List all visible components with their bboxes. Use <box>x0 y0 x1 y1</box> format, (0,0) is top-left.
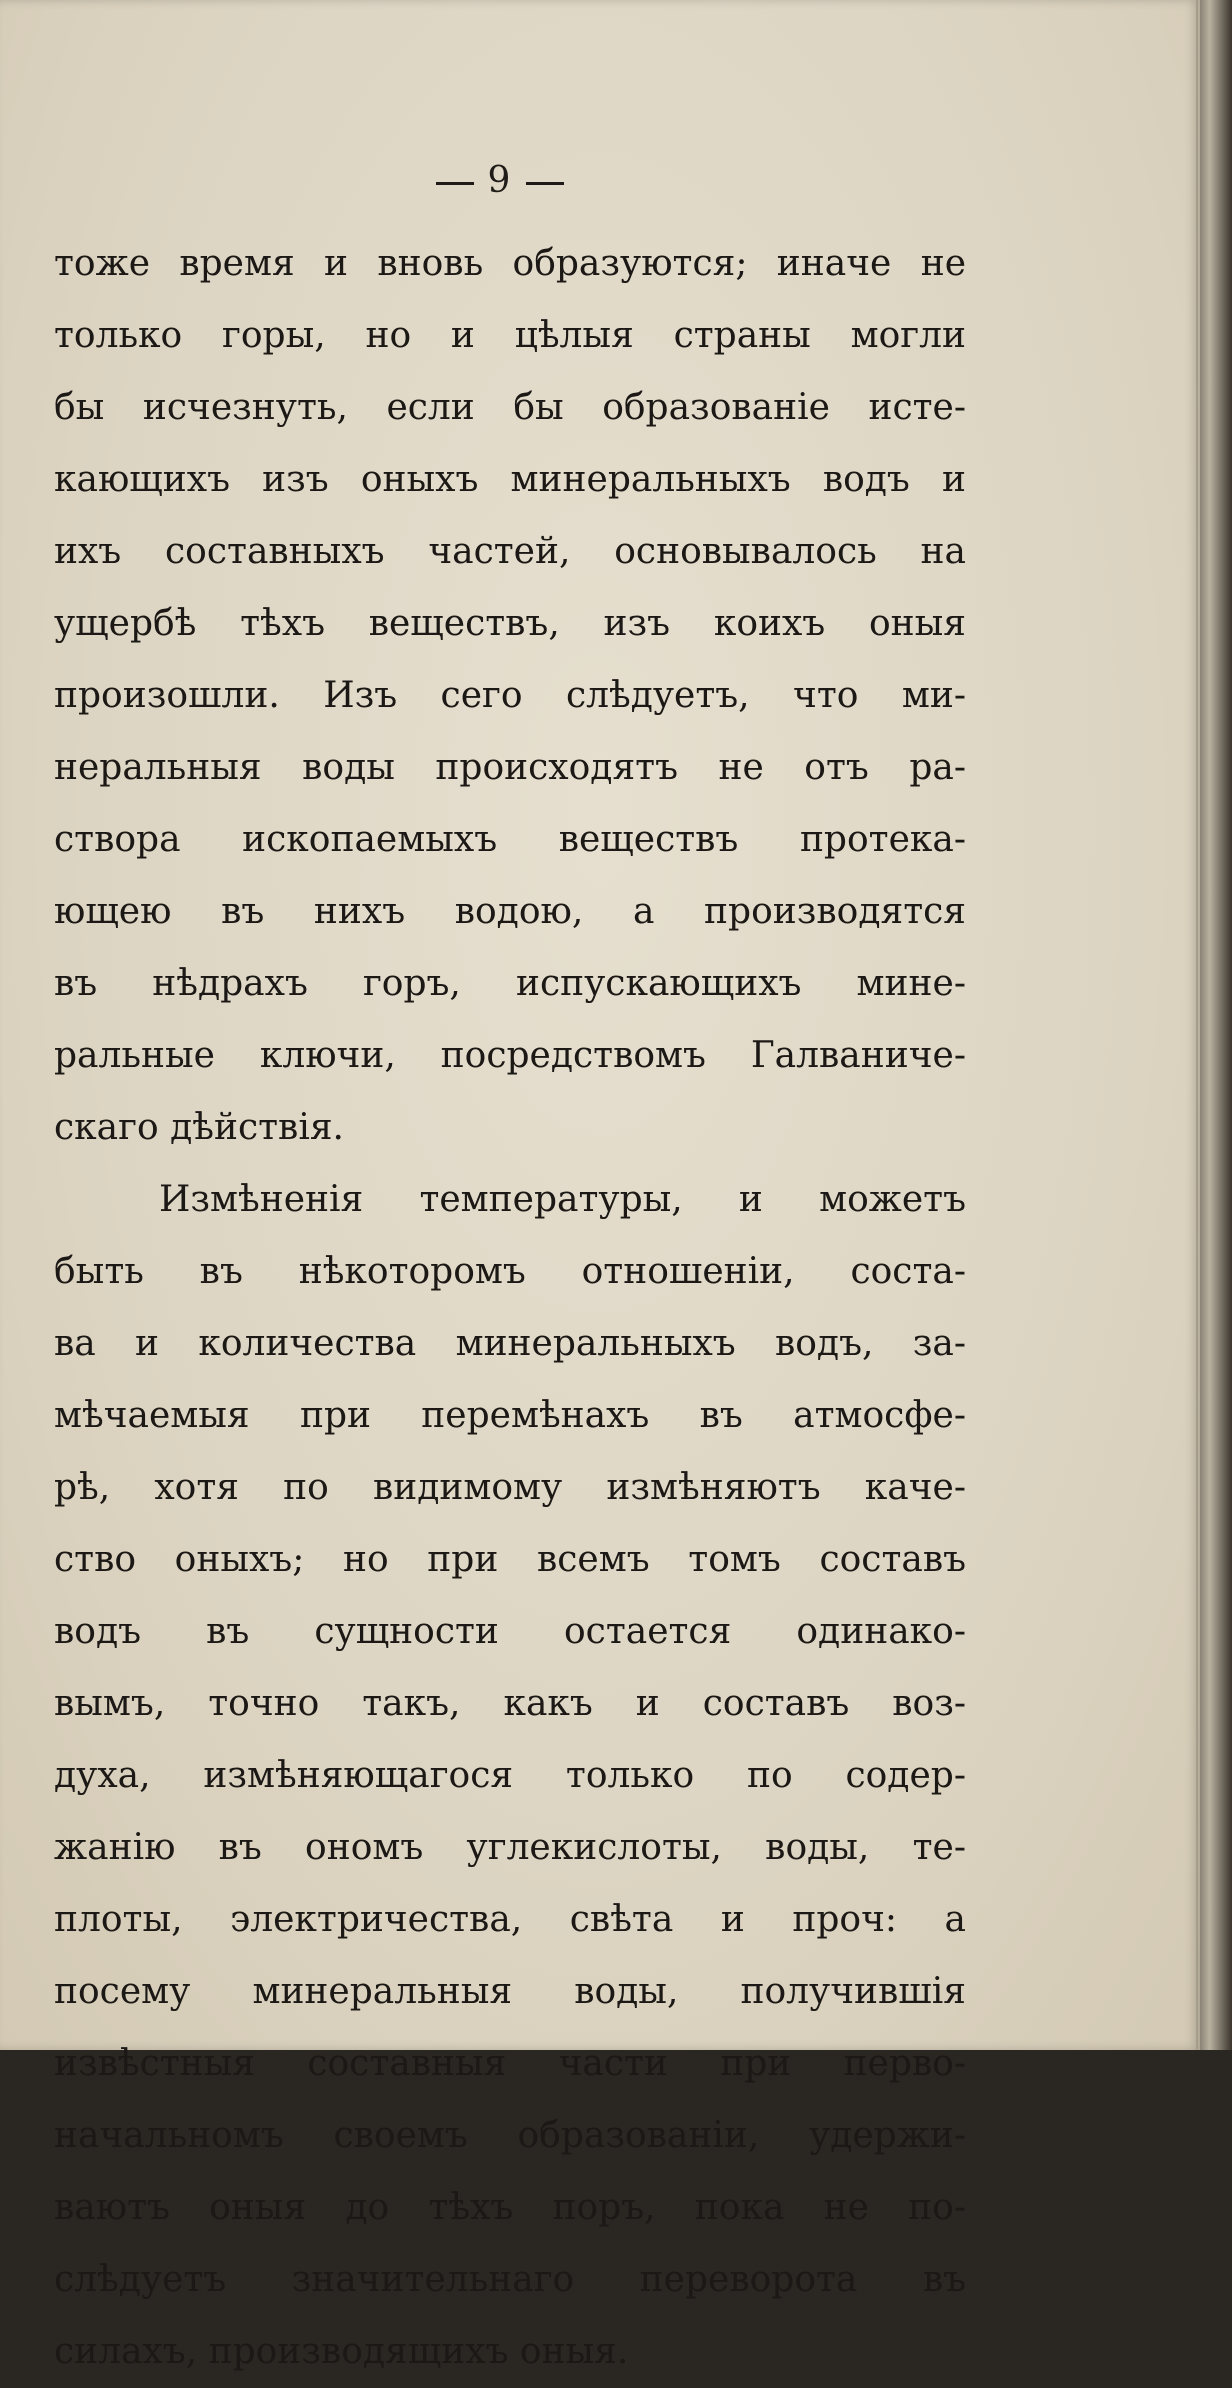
page-fold <box>1196 0 1198 2050</box>
text-line: начальномъ своемъ образованіи, удержи- <box>54 2115 966 2156</box>
text-line: ральные ключи, посредствомъ Галваниче- <box>54 1035 966 1076</box>
text-line: слѣдуетъ значительнаго переворота въ <box>54 2259 966 2300</box>
text-line: вымъ, точно такъ, какъ и составъ воз- <box>54 1683 966 1724</box>
text-line: духа, измѣняющагося только по содер- <box>54 1755 966 1796</box>
text-line: створа ископаемыхъ веществъ протека- <box>54 819 966 860</box>
text-line: мѣчаемыя при перемѣнахъ въ атмосфе- <box>54 1395 966 1436</box>
text-line: посему минеральныя воды, получившія <box>54 1971 966 2012</box>
text-line: ющею въ нихъ водою, а производятся <box>54 891 966 932</box>
text-line: неральныя воды происходятъ не отъ ра- <box>54 747 966 788</box>
text-line: ваютъ оныя до тѣхъ поръ, пока не по- <box>54 2187 966 2228</box>
text-line: Измѣненія температуры, и можетъ <box>159 1179 966 1220</box>
text-line: рѣ, хотя по видимому измѣняютъ каче- <box>54 1467 966 1508</box>
text-line: ва и количества минеральныхъ водъ, за- <box>54 1323 966 1364</box>
text-line: извѣстныя составныя части при перво- <box>54 2043 966 2084</box>
text-line: ихъ составныхъ частей, основывалось на <box>54 531 966 572</box>
page-text <box>54 228 966 2388</box>
text-line: силахъ, производящихъ оныя. <box>54 2331 629 2372</box>
text-line: бы исчезнуть, если бы образованіе истe- <box>54 387 966 428</box>
page-number-value: 9 <box>487 160 513 201</box>
text-line: плоты, электричества, свѣта и проч: а <box>54 1899 966 1940</box>
text-line: въ нѣдрахъ горъ, испускающихъ мине- <box>54 963 966 1004</box>
text-line: скаго дѣйствія. <box>54 1107 344 1148</box>
page-edge <box>1200 0 1232 2050</box>
text-line: тоже время и вновь образуются; иначе не <box>54 243 966 284</box>
page-number-dash-right <box>526 182 564 185</box>
page-number-dash-left <box>436 182 474 185</box>
text-line: ство оныхъ; но при всемъ томъ составъ <box>54 1539 966 1580</box>
text-line: только горы, но и цѣлыя страны могли <box>54 315 966 356</box>
page-number <box>0 160 1000 201</box>
text-line: произошли. Изъ сего слѣдуетъ, что ми- <box>54 675 966 716</box>
text-line: кающихъ изъ оныхъ минеральныхъ водъ и <box>54 459 966 500</box>
text-line: водъ въ сущности остается одинако- <box>54 1611 966 1652</box>
text-line: быть въ нѣкоторомъ отношеніи, соста- <box>54 1251 966 1292</box>
text-line: ущербѣ тѣхъ веществъ, изъ коихъ оныя <box>54 603 966 644</box>
text-line: жанію въ ономъ углекислоты, воды, те- <box>54 1827 966 1868</box>
